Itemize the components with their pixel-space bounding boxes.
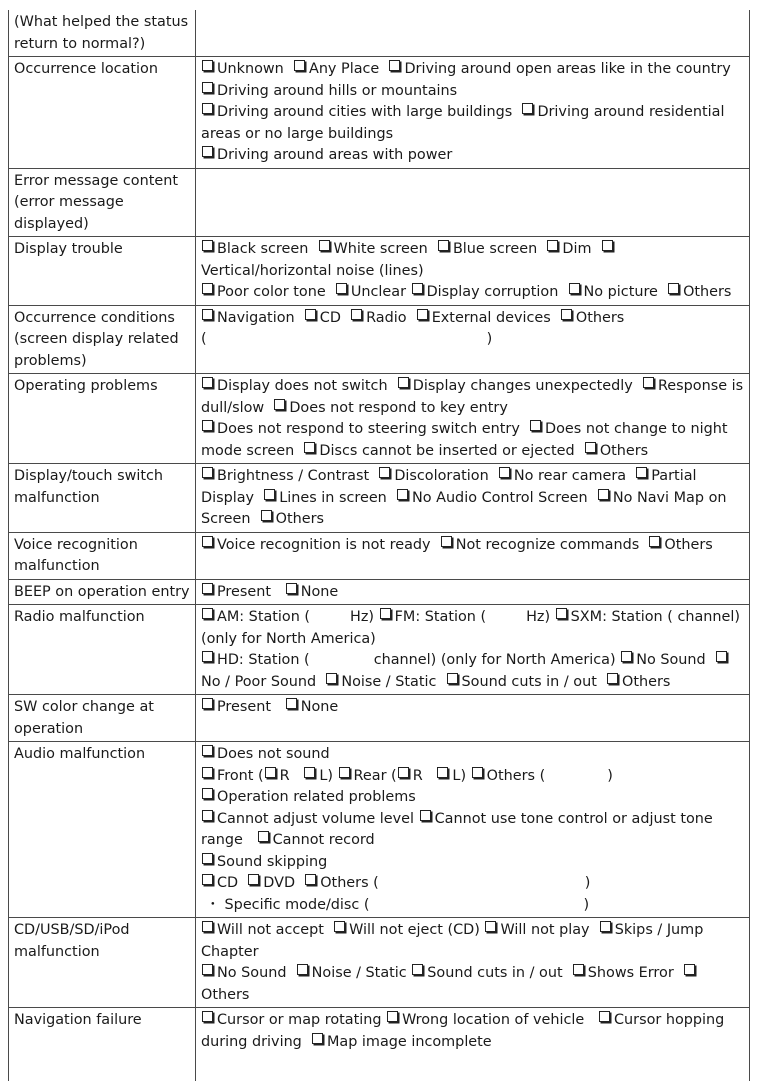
option-label: Any Place — [308, 61, 380, 77]
option-label: Others — [599, 442, 649, 459]
option-label: Others ( — [486, 767, 546, 784]
row-error-message — [9, 168, 750, 237]
row-beep — [9, 579, 750, 605]
row-options — [196, 742, 750, 918]
row-display-trouble — [9, 237, 750, 306]
row-display-touch — [9, 464, 750, 533]
checkbox[interactable] — [607, 673, 618, 684]
row-label: Error message content (error message displayed) — [9, 168, 196, 237]
checkbox[interactable] — [294, 60, 305, 71]
checkbox[interactable] — [202, 788, 213, 799]
option-label: HD: Station ( — [217, 652, 310, 668]
row-options — [196, 57, 750, 169]
row-occurrence-location — [9, 57, 750, 169]
checkbox[interactable] — [602, 240, 613, 251]
option-label: Response is dull/slow — [201, 378, 744, 416]
row-label: Radio malfunction — [9, 605, 196, 695]
checkbox[interactable] — [202, 853, 213, 864]
option-label: No Sound — [217, 965, 287, 981]
checkbox[interactable] — [649, 536, 660, 547]
checkbox[interactable] — [573, 964, 584, 975]
option-label: Others — [622, 673, 671, 690]
option-label: Rear ( — [353, 767, 397, 784]
option-label: SXM: Station ( — [570, 609, 673, 625]
option-label: channel) (only for North America) — [373, 652, 616, 668]
option-label: No rear camera — [513, 468, 627, 484]
option-label: Unclear — [350, 284, 407, 300]
checkbox[interactable] — [305, 874, 316, 885]
row-label: Display trouble — [9, 237, 196, 306]
row-navigation — [9, 1008, 750, 1081]
checkbox[interactable] — [202, 1011, 213, 1022]
row-value-empty[interactable] — [196, 10, 750, 57]
checkbox[interactable] — [286, 698, 297, 709]
row-options — [196, 464, 750, 533]
option-label: Voice recognition is not ready — [217, 536, 431, 553]
row-label: CD/USB/SD/iPod malfunction — [9, 918, 196, 1008]
checkbox[interactable] — [261, 510, 272, 521]
option-label: Discs cannot be inserted or ejected — [319, 442, 575, 459]
checkbox[interactable] — [621, 651, 632, 662]
option-label: Others — [275, 511, 324, 527]
checkbox[interactable] — [286, 583, 297, 594]
checkbox[interactable] — [485, 921, 496, 932]
option-label: No Sound — [636, 652, 706, 668]
option-label: Does not sound — [217, 746, 330, 762]
paren-open: ( — [201, 331, 207, 347]
checkbox[interactable] — [387, 1011, 398, 1022]
option-label: None — [300, 583, 339, 600]
option-label: Will not eject (CD) — [349, 922, 480, 938]
row-label: Navigation failure — [9, 1008, 196, 1081]
option-label: R — [412, 767, 423, 784]
row-options — [196, 305, 750, 374]
checkbox[interactable] — [202, 583, 213, 594]
checkbox[interactable] — [202, 745, 213, 756]
row-value-empty[interactable] — [196, 168, 750, 237]
row-label: Display/touch switch malfunction — [9, 464, 196, 533]
option-label: Cannot record — [272, 832, 375, 848]
row-label: SW color change at operation — [9, 695, 196, 742]
option-label: Will not accept — [217, 922, 324, 938]
option-label: No picture — [583, 284, 658, 300]
option-label: Display changes unexpectedly — [412, 378, 633, 394]
option-label: Hz) — [350, 609, 375, 625]
checkbox[interactable] — [668, 283, 679, 294]
checkbox[interactable] — [351, 309, 362, 320]
option-label: Discoloration — [394, 468, 489, 484]
option-label: Poor color tone — [217, 284, 326, 300]
option-label: Unknown — [217, 61, 284, 77]
checkbox[interactable] — [297, 964, 308, 975]
checkbox[interactable] — [547, 240, 558, 251]
paren-close: ) — [583, 896, 590, 913]
option-label: Wrong location of vehicle — [402, 1012, 585, 1028]
checkbox[interactable] — [556, 608, 567, 619]
checkbox[interactable] — [334, 921, 345, 932]
option-label: Does not respond to key entry — [289, 399, 508, 416]
checkbox[interactable] — [202, 874, 213, 885]
checkbox[interactable] — [561, 309, 572, 320]
option-label: Shows Error — [587, 965, 674, 981]
checkbox[interactable] — [530, 420, 541, 431]
checkbox[interactable] — [202, 810, 213, 821]
diagnosis-check-sheet — [8, 10, 750, 1081]
row-options — [196, 532, 750, 579]
checkbox[interactable] — [412, 283, 423, 294]
checkbox[interactable] — [202, 536, 213, 547]
row-options — [196, 695, 750, 742]
checkbox[interactable] — [420, 810, 431, 821]
option-label: Map image incomplete — [326, 1033, 492, 1050]
checkbox[interactable] — [202, 921, 213, 932]
option-label: Partial Display — [201, 468, 697, 506]
option-label: Sound cuts in / out — [427, 965, 563, 981]
option-label: Driving around areas with power — [217, 147, 453, 163]
checkbox[interactable] — [472, 767, 483, 778]
option-label: Does not respond to steering switch entry — [217, 421, 520, 437]
option-label: CD — [319, 309, 341, 326]
option-label: Driving around hills or mountains — [217, 82, 458, 99]
option-label: Hz) — [526, 609, 551, 625]
checkbox[interactable] — [522, 103, 533, 114]
checkbox[interactable] — [202, 964, 213, 975]
option-label: Driving around open areas like in the country — [404, 61, 731, 77]
checkbox[interactable] — [264, 489, 275, 500]
checkbox[interactable] — [202, 283, 213, 294]
row-media — [9, 918, 750, 1008]
option-label: Display corruption — [426, 284, 559, 300]
option-label: Navigation — [217, 309, 295, 326]
checkbox[interactable] — [438, 240, 449, 251]
row-options — [196, 579, 750, 605]
row-label: BEEP on operation entry — [9, 579, 196, 605]
checkbox[interactable] — [326, 673, 337, 684]
row-voice-recognition — [9, 532, 750, 579]
option-label: Driving around cities with large buildings — [217, 104, 513, 120]
row-label: (What helped the status return to normal?) — [9, 10, 196, 57]
paren-close: ) — [607, 767, 613, 784]
checkbox[interactable] — [643, 377, 654, 388]
checkbox[interactable] — [336, 283, 347, 294]
option-label: Not recognize commands — [455, 536, 640, 553]
option-label: Others — [683, 284, 732, 300]
option-label: Brightness / Contrast — [217, 468, 370, 484]
option-label: FM: Station ( — [394, 609, 487, 625]
option-label: Sound cuts in / out — [461, 673, 597, 690]
option-label: Cannot use tone control or adjust tone range — [201, 810, 713, 848]
option-label: Vertical/horizontal noise (lines) — [201, 262, 424, 279]
option-label: Front ( — [217, 767, 264, 784]
option-label: Dim — [562, 241, 592, 257]
option-label: No / Poor Sound — [201, 673, 317, 690]
checkbox[interactable] — [202, 698, 213, 709]
option-label: Cannot adjust volume level — [217, 810, 415, 827]
option-label: Does not change to night mode screen — [201, 421, 728, 459]
option-label: Will not play — [500, 922, 590, 938]
row-label: Voice recognition malfunction — [9, 532, 196, 579]
checkbox[interactable] — [398, 377, 409, 388]
option-label: Noise / Static — [311, 965, 407, 981]
option-label: No Audio Control Screen — [411, 489, 588, 506]
row-radio — [9, 605, 750, 695]
option-label: Operation related problems — [217, 789, 416, 805]
option-label: ・ Specific mode/disc ( — [205, 896, 370, 913]
option-label: Cursor hopping during driving — [201, 1012, 725, 1050]
checkbox[interactable] — [202, 60, 213, 71]
checkbox[interactable] — [600, 921, 611, 932]
option-label: L) — [319, 767, 333, 784]
paren-close: ) — [486, 331, 493, 347]
row-label: Occurrence location — [9, 57, 196, 169]
checkbox[interactable] — [684, 964, 695, 975]
option-label: Others ( — [320, 875, 379, 891]
checkbox[interactable] — [380, 608, 391, 619]
checkbox[interactable] — [339, 767, 350, 778]
checkbox[interactable] — [447, 673, 458, 684]
option-label: Skips / Jump Chapter — [201, 922, 704, 960]
checkbox[interactable] — [202, 467, 213, 478]
option-label: Others — [575, 309, 625, 326]
row-sw-color — [9, 695, 750, 742]
checkbox[interactable] — [437, 767, 448, 778]
checkbox[interactable] — [258, 831, 269, 842]
checkbox[interactable] — [202, 103, 213, 114]
checkbox[interactable] — [397, 489, 408, 500]
paren-close: ) — [584, 875, 591, 891]
option-label: None — [300, 699, 339, 715]
checkbox[interactable] — [304, 767, 315, 778]
checkbox[interactable] — [265, 767, 276, 778]
option-label: Black screen — [217, 241, 309, 257]
row-audio — [9, 742, 750, 918]
row-options — [196, 605, 750, 695]
checkbox[interactable] — [379, 467, 390, 478]
checkbox[interactable] — [202, 651, 213, 662]
row-options — [196, 918, 750, 1008]
option-label: Lines in screen — [279, 489, 387, 506]
option-label: Others — [201, 986, 250, 1003]
checkbox[interactable] — [274, 399, 285, 410]
checkbox[interactable] — [598, 489, 609, 500]
checkbox[interactable] — [202, 82, 213, 93]
option-label: Others — [664, 536, 713, 553]
checkbox[interactable] — [599, 1011, 610, 1022]
checkbox[interactable] — [248, 874, 259, 885]
option-label: Present — [217, 583, 271, 600]
checkbox[interactable] — [202, 146, 213, 157]
checkbox[interactable] — [441, 536, 452, 547]
checkbox[interactable] — [202, 767, 213, 778]
checkbox[interactable] — [389, 60, 400, 71]
row-label: Occurrence conditions (screen display related problems) — [9, 305, 196, 374]
row-options — [196, 1008, 750, 1081]
option-label: Present — [217, 699, 271, 715]
option-label: Driving around residential areas or no large buildings — [201, 104, 725, 142]
checkbox[interactable] — [202, 608, 213, 619]
option-label: R — [279, 767, 290, 784]
option-label: DVD — [263, 875, 296, 891]
option-label: Noise / Static — [341, 673, 437, 690]
option-label: Blue screen — [452, 241, 538, 257]
option-label: L) — [452, 767, 467, 784]
row-label: Audio malfunction — [9, 742, 196, 918]
option-label: No Navi Map on Screen — [201, 489, 727, 527]
checkbox[interactable] — [716, 651, 727, 662]
option-label: Sound skipping — [217, 853, 328, 870]
option-label: External devices — [431, 309, 551, 326]
option-label: Cursor or map rotating — [217, 1012, 382, 1028]
checkbox[interactable] — [305, 309, 316, 320]
checkbox[interactable] — [412, 964, 423, 975]
checkbox[interactable] — [312, 1033, 323, 1044]
option-label: Radio — [366, 309, 407, 326]
checkbox[interactable] — [585, 442, 596, 453]
row-occurrence-conditions — [9, 305, 750, 374]
checkbox[interactable] — [398, 767, 409, 778]
option-label: channel) (only for North America) — [201, 609, 740, 647]
option-label: Display does not switch — [217, 378, 388, 394]
checkbox[interactable] — [202, 377, 213, 388]
row-options — [196, 374, 750, 464]
option-label: CD — [217, 875, 239, 891]
option-label: AM: Station ( — [217, 609, 311, 625]
row-operating-problems — [9, 374, 750, 464]
checkbox[interactable] — [202, 240, 213, 251]
row-status-return — [9, 10, 750, 57]
row-options — [196, 237, 750, 306]
option-label: White screen — [333, 241, 428, 257]
checkbox[interactable] — [319, 240, 330, 251]
checkbox[interactable] — [636, 467, 647, 478]
row-label: Operating problems — [9, 374, 196, 464]
checkbox[interactable] — [417, 309, 428, 320]
checkbox[interactable] — [304, 442, 315, 453]
checkbox[interactable] — [499, 467, 510, 478]
checkbox[interactable] — [569, 283, 580, 294]
checkbox[interactable] — [202, 420, 213, 431]
checkbox[interactable] — [202, 309, 213, 320]
